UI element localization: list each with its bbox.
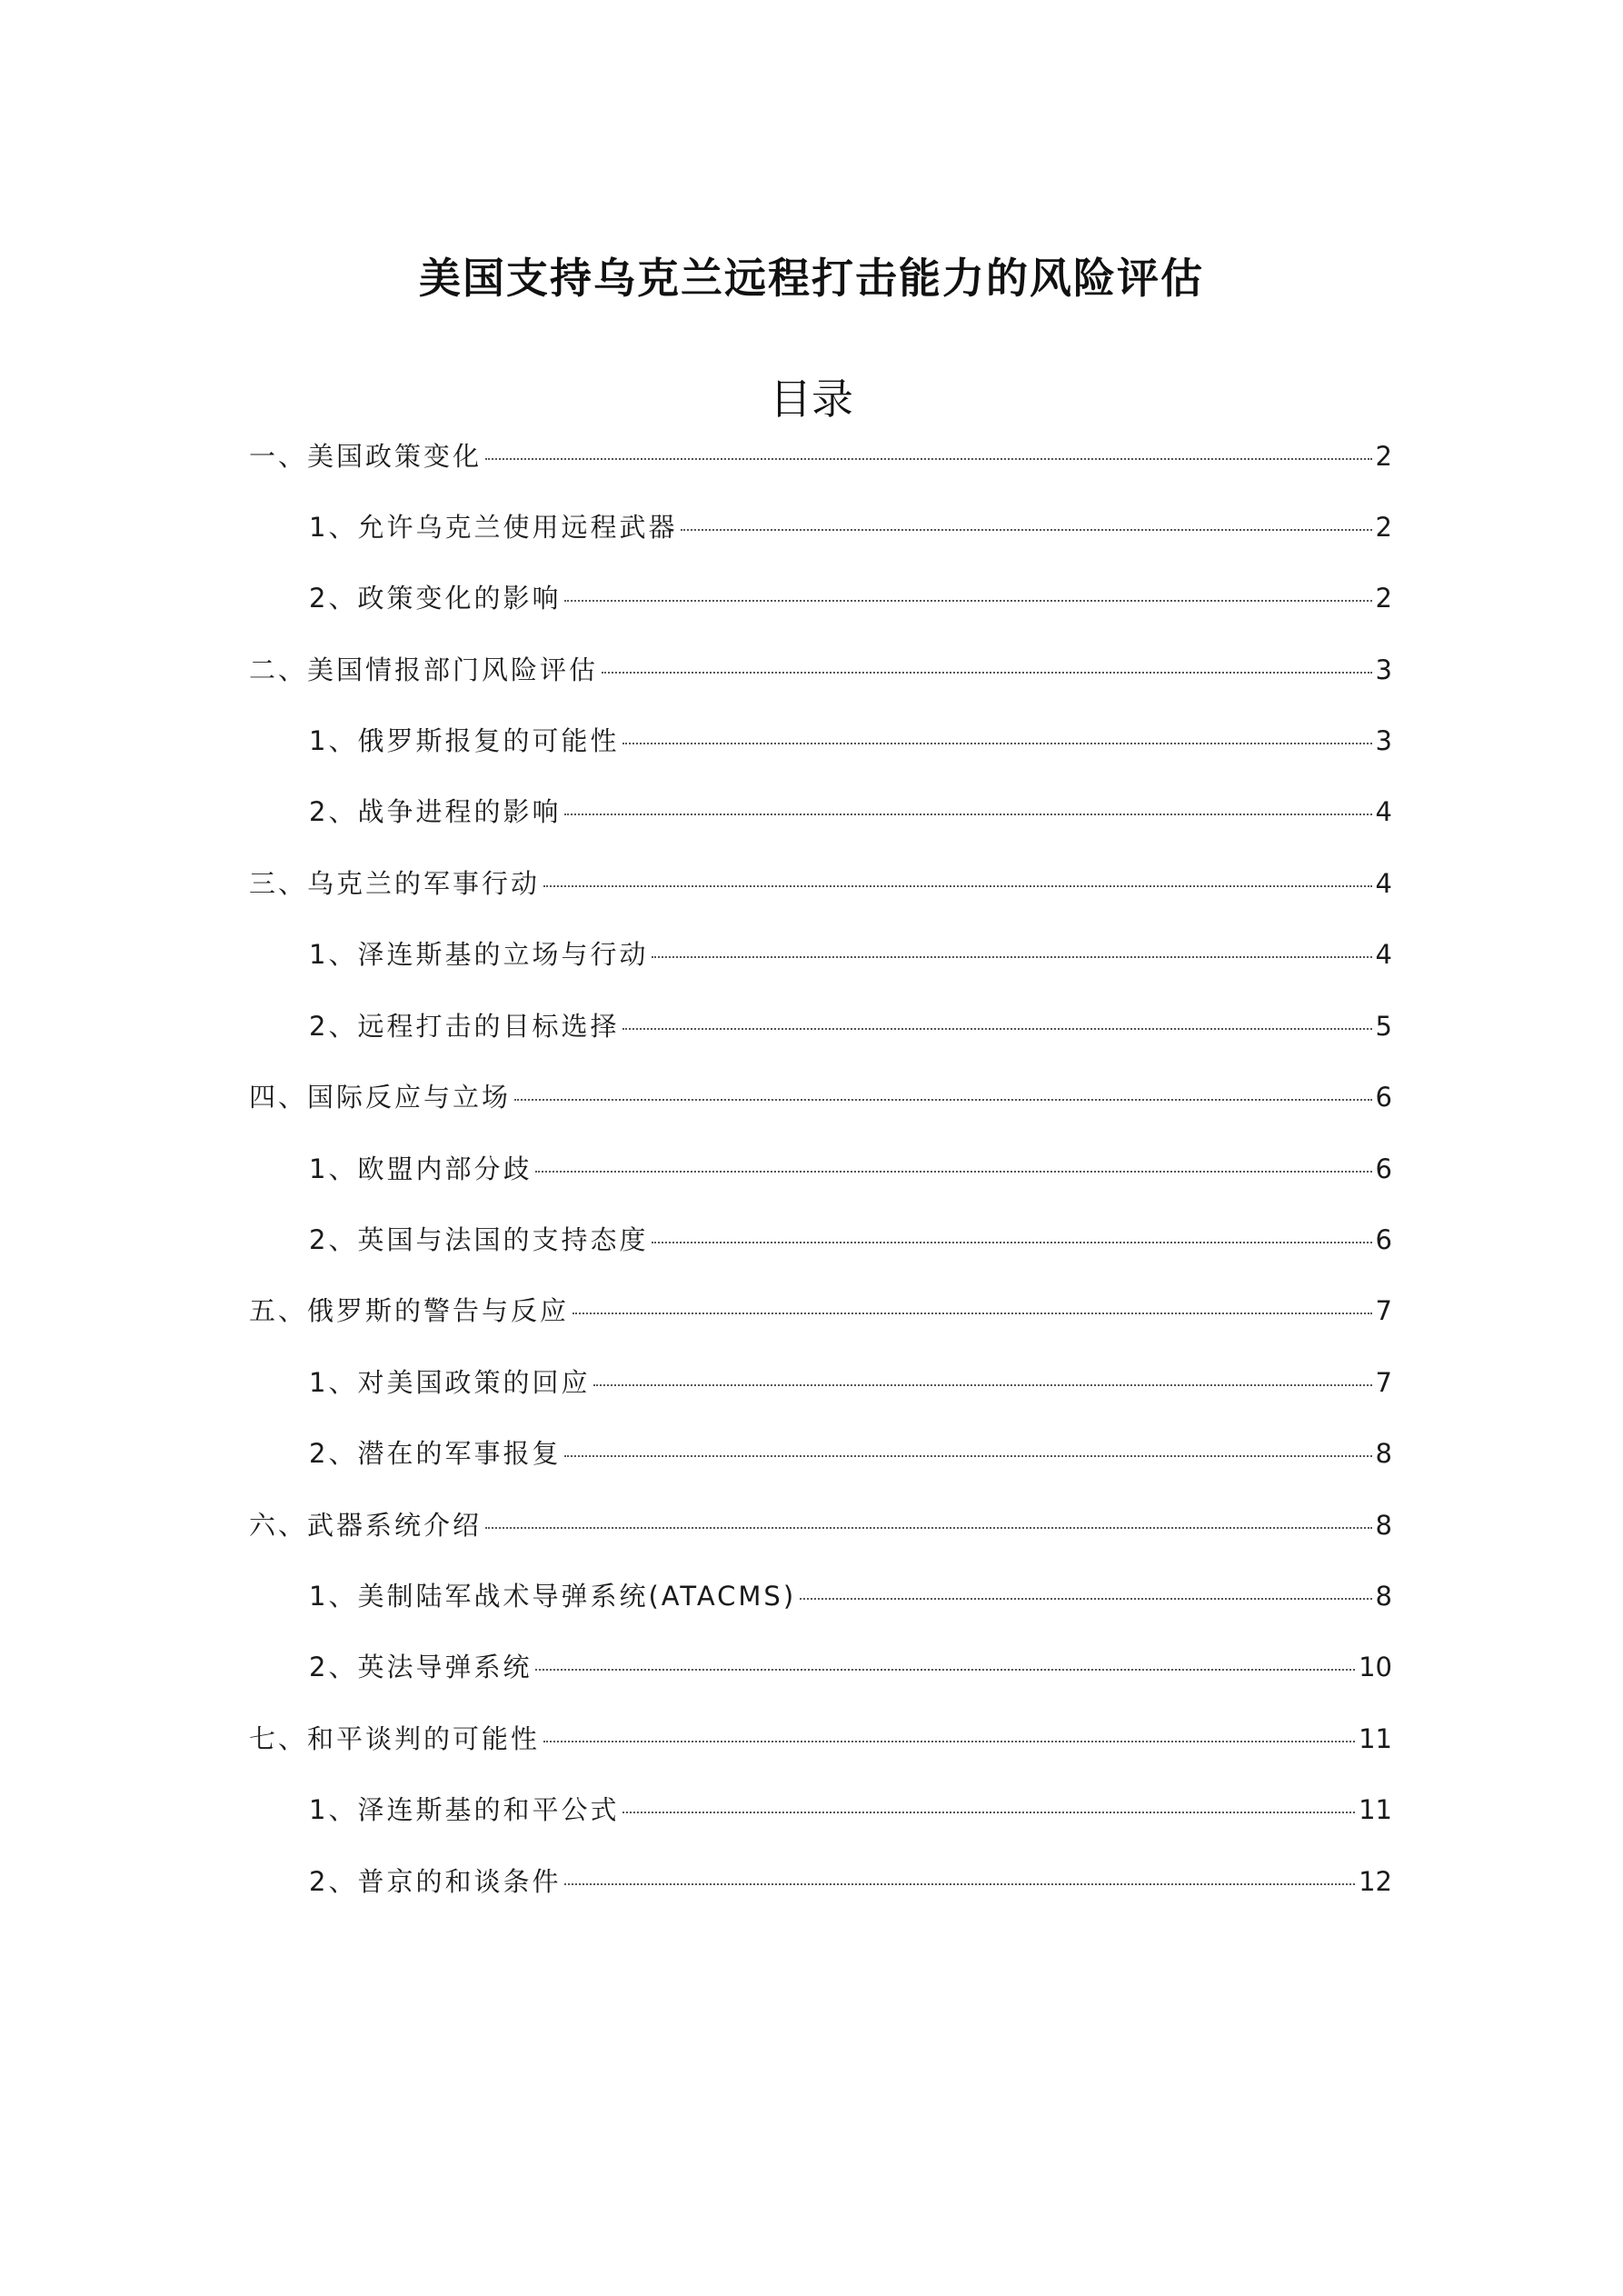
toc-entry-text: 1、欧盟内部分歧 — [309, 1153, 533, 1184]
toc-dot-leader — [622, 743, 1371, 744]
toc-entry[interactable] — [249, 1291, 1392, 1331]
toc-dot-leader — [564, 814, 1371, 815]
toc-entry[interactable] — [309, 507, 1392, 547]
toc-dot-leader — [593, 1384, 1371, 1386]
toc-entry-text: 五、俄罗斯的警告与反应 — [249, 1295, 570, 1326]
toc-dot-leader — [652, 1242, 1371, 1243]
toc-dot-leader — [800, 1598, 1371, 1600]
toc-page-number: 8 — [1375, 1510, 1392, 1541]
toc-entry-text: 2、战争进程的影响 — [309, 796, 562, 827]
toc-dot-leader — [573, 1313, 1372, 1314]
toc-page-number: 3 — [1375, 725, 1392, 756]
toc-entry-text: 1、对美国政策的回应 — [309, 1367, 591, 1398]
toc-dot-leader — [535, 1669, 1355, 1671]
toc-entry[interactable] — [249, 436, 1392, 476]
toc-entry-text: 一、美国政策变化 — [249, 441, 483, 472]
toc-entry-text: 1、允许乌克兰使用远程武器 — [309, 512, 678, 543]
toc-entry-text: 2、普京的和谈条件 — [309, 1866, 562, 1897]
toc-page-number: 6 — [1375, 1224, 1392, 1255]
toc-dot-leader — [564, 1455, 1371, 1457]
toc-entry[interactable] — [309, 1862, 1392, 1902]
toc-entry-text: 三、乌克兰的军事行动 — [249, 868, 541, 899]
toc-page-number: 8 — [1375, 1581, 1392, 1612]
toc-entry-text: 四、国际反应与立场 — [249, 1082, 512, 1113]
toc-entry[interactable] — [309, 934, 1392, 974]
toc-dot-leader — [543, 1741, 1355, 1742]
toc-entry[interactable] — [249, 1077, 1392, 1117]
toc-page-number: 5 — [1375, 1011, 1392, 1042]
toc-entry-text: 2、英法导弹系统 — [309, 1652, 533, 1682]
toc-entry[interactable] — [309, 1433, 1392, 1473]
toc-entry[interactable] — [249, 1505, 1392, 1545]
toc-entry[interactable] — [309, 1149, 1392, 1189]
toc-entry[interactable] — [309, 721, 1392, 761]
toc-page-number: 8 — [1375, 1438, 1392, 1469]
toc-entry[interactable] — [309, 1576, 1392, 1616]
toc-entry[interactable] — [249, 1719, 1392, 1759]
toc-heading: 目录 — [770, 374, 853, 424]
toc-entry-text: 1、泽连斯基的和平公式 — [309, 1794, 620, 1825]
toc-entry-text: 二、美国情报部门风险评估 — [249, 654, 599, 685]
toc-dot-leader — [535, 1171, 1371, 1173]
toc-dot-leader — [514, 1099, 1372, 1101]
toc-entry[interactable] — [309, 1220, 1392, 1260]
toc-entry[interactable] — [309, 792, 1392, 832]
toc-page-number: 4 — [1375, 868, 1392, 899]
toc-entry-text: 2、政策变化的影响 — [309, 583, 562, 614]
toc-page-number: 11 — [1359, 1794, 1392, 1825]
toc-entry[interactable] — [249, 863, 1392, 903]
toc-page-number: 2 — [1375, 441, 1392, 472]
toc-page-number: 2 — [1375, 512, 1392, 543]
toc-dot-leader — [485, 1527, 1372, 1529]
toc-entry-text: 七、和平谈判的可能性 — [249, 1723, 541, 1754]
toc-entry-text: 1、俄罗斯报复的可能性 — [309, 725, 620, 756]
toc-page-number: 4 — [1375, 939, 1392, 970]
toc-dot-leader — [543, 885, 1372, 887]
document-title: 美国支持乌克兰远程打击能力的风险评估 — [419, 254, 1204, 303]
toc-page-number: 3 — [1375, 654, 1392, 685]
toc-page-number: 6 — [1375, 1082, 1392, 1113]
toc-entry[interactable] — [309, 1647, 1392, 1687]
toc-entry[interactable] — [309, 1790, 1392, 1830]
toc-entry[interactable] — [249, 650, 1392, 690]
toc-page-number: 11 — [1359, 1723, 1392, 1754]
toc-page-number: 2 — [1375, 583, 1392, 614]
toc-page-number: 7 — [1375, 1367, 1392, 1398]
toc-page-number: 10 — [1359, 1652, 1392, 1682]
toc-page-number: 7 — [1375, 1295, 1392, 1326]
toc-entry[interactable] — [309, 1006, 1392, 1046]
toc-page-number: 4 — [1375, 796, 1392, 827]
toc-entry-text: 1、泽连斯基的立场与行动 — [309, 939, 649, 970]
toc-dot-leader — [485, 458, 1372, 460]
toc-entry-text: 1、美制陆军战术导弹系统(ATACMS) — [309, 1581, 797, 1612]
toc-dot-leader — [602, 672, 1372, 674]
toc-dot-leader — [564, 1883, 1355, 1885]
toc-dot-leader — [652, 956, 1371, 958]
toc-entry[interactable] — [309, 578, 1392, 618]
toc-entry-text: 六、武器系统介绍 — [249, 1510, 483, 1541]
toc-entry[interactable] — [309, 1363, 1392, 1403]
toc-dot-leader — [622, 1028, 1371, 1030]
toc-entry-text: 2、英国与法国的支持态度 — [309, 1224, 649, 1255]
toc-dot-leader — [681, 529, 1371, 531]
toc-page-number: 6 — [1375, 1153, 1392, 1184]
toc-entry-text: 2、潜在的军事报复 — [309, 1438, 562, 1469]
toc-dot-leader — [622, 1812, 1355, 1813]
toc-page-number: 12 — [1359, 1866, 1392, 1897]
toc-dot-leader — [564, 600, 1371, 602]
toc-entry-text: 2、远程打击的目标选择 — [309, 1011, 620, 1042]
